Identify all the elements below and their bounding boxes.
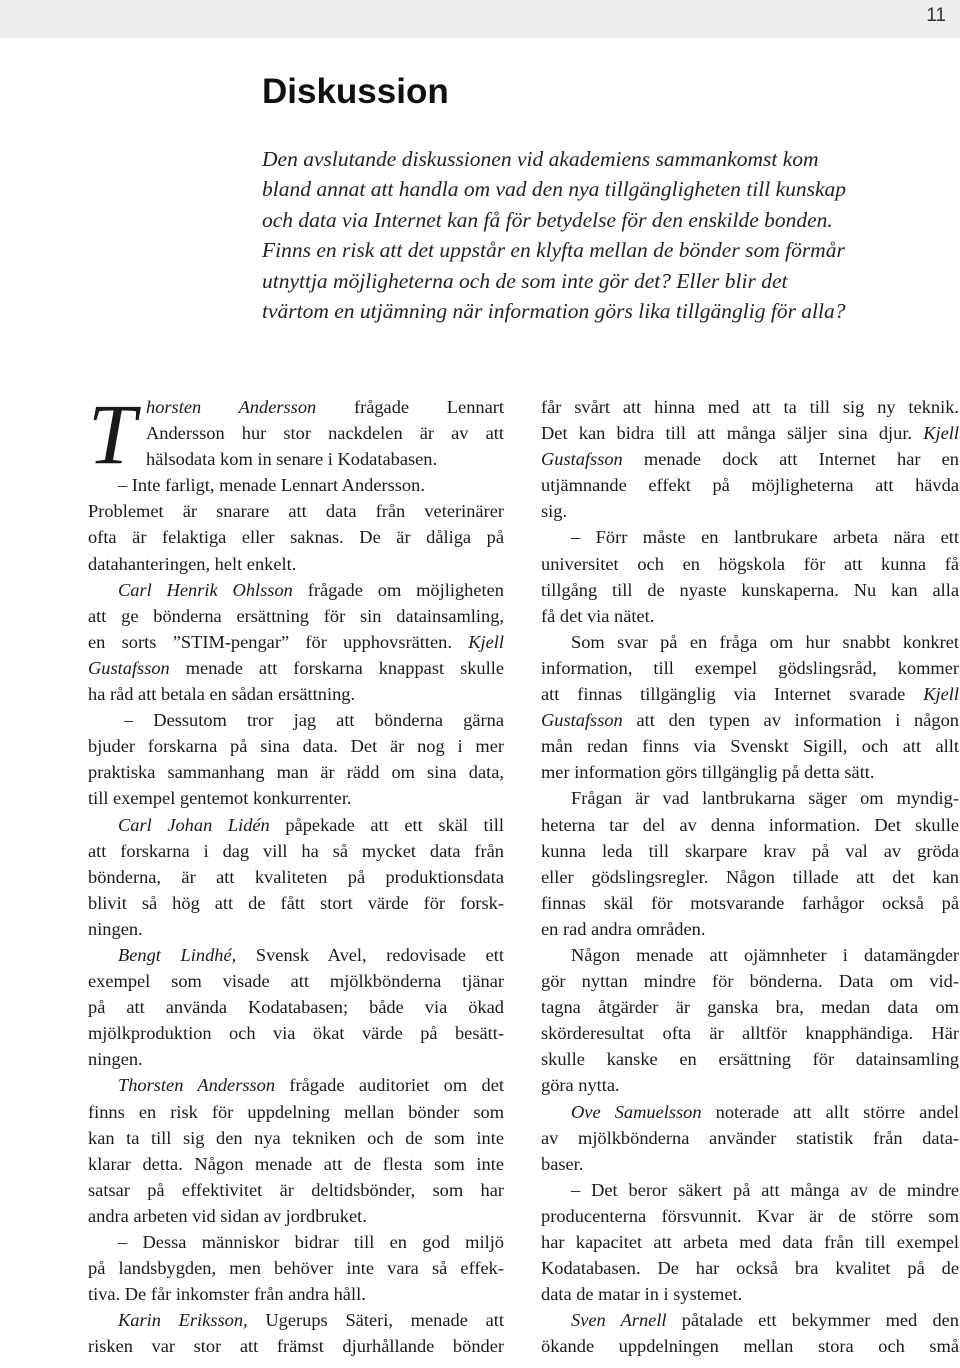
paragraph (88, 707, 504, 811)
text-segment: menade att forskarna knappast skulle (169, 657, 504, 678)
text-line: tillgång till de nyaste kunskaperna. Nu kan alla (541, 579, 959, 600)
paragraph (88, 1229, 504, 1307)
text-segment: att finnas tillgänglig via Internet svarade (541, 684, 906, 705)
paragraph (88, 812, 504, 942)
text-segment: frågade auditoriet om det (275, 1075, 504, 1096)
paragraph (541, 1099, 959, 1177)
text-line: sig. (541, 501, 568, 522)
text-line: får svårt att hinna med att ta till sig ny teknik. (541, 397, 959, 417)
text-line: en rad andra områden. (541, 918, 706, 939)
speaker-name: Kjell (451, 631, 504, 652)
text-line: tiva. De får inkomster från andra håll. (88, 1284, 366, 1305)
text-line: skörderesultat ofta är alltför knapphändiga. Här (541, 1023, 959, 1044)
page-number: 11 (926, 5, 946, 26)
text-line: risken var stor att främst djurhållande bönder (88, 1336, 504, 1357)
text-line: ningen. (88, 918, 143, 939)
paragraph (88, 1072, 504, 1229)
text-line: ofta är felaktiga eller saknas. De är dåliga på (88, 527, 504, 548)
right-column (541, 394, 959, 1359)
speaker-name: Sven Arnell (571, 1310, 667, 1331)
text-line (541, 420, 959, 446)
paragraph (541, 629, 959, 786)
text-line: att forskarna i dag vill ha så mycket data från (88, 840, 504, 861)
paragraph (88, 386, 504, 482)
text-line: finns en risk för uppdelning mellan bönder som (88, 1101, 504, 1122)
text-line: – Förr måste en lantbrukare arbeta nära ett (571, 527, 959, 548)
text-line: producenterna försvunnit. Kvar är de större som (541, 1205, 959, 1226)
text-line: data de matar in i systemet. (541, 1284, 743, 1305)
speaker-name: Carl Johan Lidén (118, 814, 270, 835)
text-line: göra nytta. (541, 1075, 620, 1096)
paragraph (88, 1307, 504, 1359)
text-line (88, 812, 504, 838)
paragraph (88, 577, 504, 707)
text-line: datahanteringen, helt enkelt. (88, 553, 297, 574)
text-line: Problemet är snarare att data från veterinärer (88, 501, 504, 522)
paragraph (541, 785, 959, 942)
paragraph (541, 394, 959, 524)
text-line: – Dessa människor bidrar till en god miljö (118, 1232, 504, 1252)
text-line: blivit så hög att de fått stort värde för forsk- (88, 892, 504, 913)
text-line: satsar på effektivitet är deltidsbönder, som har (88, 1179, 504, 1200)
text-line (88, 655, 504, 681)
page-title: Diskussion (262, 72, 449, 111)
text-line: på landsbygden, men behöver inte vara så effek- (88, 1258, 504, 1279)
text-segment: påpekade att ett skäl till (269, 814, 505, 835)
text-segment: påtalade ett bekymmer med den (666, 1310, 959, 1331)
speaker-name: horsten Andersson (146, 397, 317, 417)
speaker-name: Gustafsson (88, 657, 170, 678)
text-line (541, 707, 959, 733)
text-line (88, 629, 504, 655)
text-line: baser. (541, 1153, 584, 1174)
text-line: Andersson hur stor nackdelen är av att (146, 423, 504, 444)
speaker-name: Carl Henrik Ohlsson (118, 579, 293, 600)
paragraph (88, 942, 504, 1072)
text-line: exempel som visade att mjölkbönderna tjänar (88, 971, 504, 992)
text-line: bönderna, är att kvaliteten på produktionsdata (88, 866, 504, 887)
text-line: mer information görs tillgänglig på detta sätt. (541, 762, 875, 783)
text-line: praktiska sammanhang man är rädd om sina data, (88, 762, 504, 783)
text-line (541, 1307, 959, 1333)
speaker-name: Bengt Lindhé, (118, 944, 237, 965)
text-line (88, 942, 504, 968)
text-line: utjämnande effekt på möjligheterna att hävda (541, 475, 959, 496)
page-header-bar (0, 0, 960, 38)
text-line: kunna leda till skarpare krav på val av gröda (541, 840, 959, 861)
text-line: heterna tar del av denna information. Det skulle (541, 814, 959, 835)
text-line: har kapacitet att arbeta med data från till exempel (541, 1232, 959, 1252)
text-line (88, 1072, 504, 1098)
paragraph (541, 942, 959, 1099)
intro-line: Den avslutande diskussionen vid akademiens sammankomst kom (262, 147, 819, 171)
text-line: av mjölkbönderna använder statistik från data- (541, 1127, 959, 1148)
speaker-name: Thorsten Andersson (118, 1075, 276, 1096)
intro-line: utnyttja möjligheterna och de som inte gör det? Eller blir det (262, 268, 788, 293)
speaker-name: Kjell (905, 684, 960, 705)
text-line: ningen. (88, 1049, 143, 1070)
text-line (541, 446, 959, 472)
text-line: bjuder forskarna på sina data. Det är nog i mer (88, 736, 504, 757)
text-segment: noterade att allt större andel (701, 1101, 959, 1122)
speaker-name: Ove Samuelsson (571, 1101, 702, 1122)
text-line (541, 681, 959, 707)
paragraph (541, 524, 959, 628)
intro-line: tvärtom en utjämning när information görs lika tillgänglig för alla? (262, 299, 846, 324)
text-segment: en sorts ”STIM-pengar” för upphovsrätten. (88, 631, 452, 652)
intro-paragraph (262, 144, 960, 326)
intro-line: bland annat att handla om vad den nya tillgängligheten till kunskap (262, 177, 847, 202)
text-line: till exempel gentemot konkurrenter. (88, 788, 352, 809)
text-line: Kodatabasen. De har också bra kvalitet på de (541, 1258, 959, 1279)
text-line: – Dessutom tror jag att bönderna gärna (124, 710, 504, 731)
text-line: finnas skäl för motsvarande farhågor också på (541, 892, 959, 913)
intro-line: Finns en risk att det uppstår en klyfta mellan de bönder som förmår (262, 238, 845, 263)
text-segment: Svensk Avel, redovisade ett (236, 944, 504, 965)
text-line: skulle kanske en ersättning för datainsamling (541, 1049, 959, 1070)
text-line: kan ta till sig den nya tekniken och de som inte (88, 1127, 504, 1148)
text-line: hälsodata kom in senare i Kodatabasen. (146, 449, 438, 470)
drop-cap: T (88, 386, 136, 482)
paragraph (88, 472, 504, 576)
text-line: mjölkproduktion och via ökat värde på besätt- (88, 1023, 504, 1044)
text-line: andra arbeten vid sidan av jordbruket. (88, 1205, 367, 1226)
left-column (88, 386, 505, 1359)
speaker-name: Gustafsson (541, 710, 623, 731)
text-line: på att använda Kodatabasen; både via ökad (88, 997, 504, 1018)
text-line (88, 577, 504, 603)
text-line: tagna åtgärder är ganska bra, medan data om (541, 997, 959, 1018)
paragraph (541, 1177, 959, 1307)
text-line: – Inte farligt, menade Lennart Andersson. (118, 475, 425, 496)
speaker-name: Kjell (912, 423, 960, 444)
text-segment: Ugerups Säteri, menade att (247, 1310, 504, 1331)
text-line (88, 1307, 504, 1333)
intro-line: och data via Internet kan få för betydelse för den enskilde bonden. (262, 207, 833, 232)
text-line: få det via nätet. (541, 605, 655, 626)
text-line: Någon menade att ojämnheter i datamängder (571, 944, 959, 965)
text-line: eller gödslingsregler. Någon tillade att det kan (541, 866, 959, 887)
text-segment: frågade om möjligheten (292, 579, 504, 600)
text-line (88, 394, 504, 420)
text-segment: Det kan bidra till att många säljer sina djur. (541, 423, 913, 444)
text-line: klarar detta. Någon menade att de flesta som inte (88, 1153, 504, 1174)
text-line: mån redan finns via Svenskt Sigill, och att allt (541, 736, 959, 757)
text-line: ökande uppdelningen mellan stora och små (541, 1336, 959, 1357)
text-line: universitet och en högskola för att kunna få (541, 553, 959, 574)
text-segment: att den typen av information i någon (622, 710, 959, 731)
speaker-name: Karin Eriksson, (118, 1310, 248, 1331)
text-line: Som svar på en fråga om hur snabbt konkret (571, 631, 959, 652)
text-line: – Det beror säkert på att många av de mindre (571, 1179, 959, 1200)
text-line: information, till exempel gödslingsråd, kommer (541, 657, 959, 678)
text-segment: frågade Lennart (316, 397, 504, 417)
speaker-name: Gustafsson (541, 449, 623, 470)
text-line: gör nyttan mindre för bönderna. Data om vid- (541, 971, 959, 992)
text-segment: menade dock att Internet har en (622, 449, 959, 470)
text-line (541, 1099, 959, 1125)
paragraph (541, 1307, 959, 1359)
text-line: ha råd att betala en sådan ersättning. (88, 684, 356, 705)
text-line: att ge bönderna ersättning för sin datainsamling, (88, 605, 504, 626)
text-line: Frågan är vad lantbrukarna säger om myndig- (571, 788, 959, 809)
